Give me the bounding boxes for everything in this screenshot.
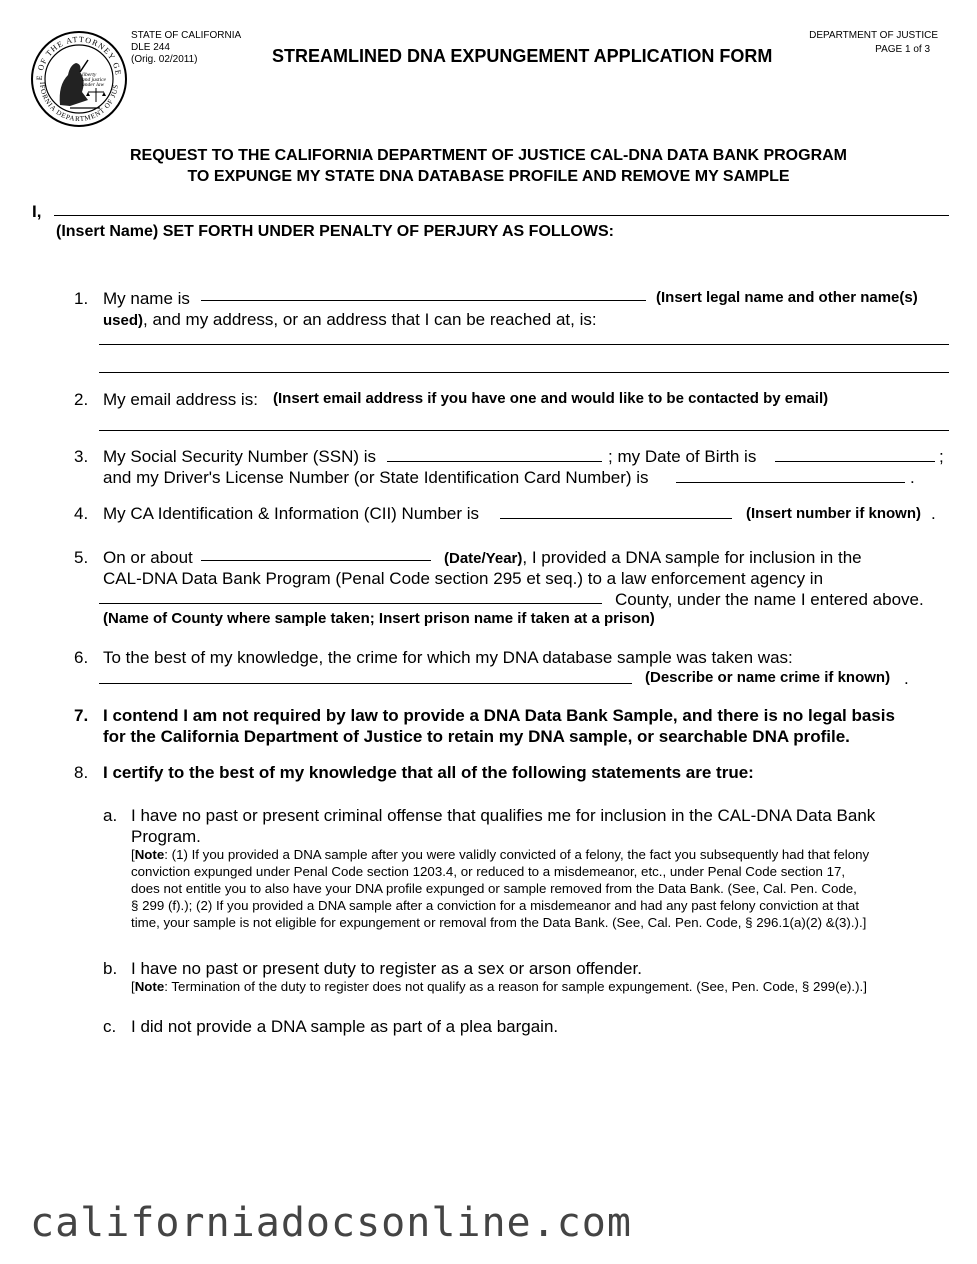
item-8a-note-line-4: § 299 (f).); (2) If you provided a DNA sample after a conviction for a misdemeanor and had any past felony conviction at that [131, 898, 860, 913]
legal-name-field[interactable] [201, 300, 646, 301]
request-heading-line-2: TO EXPUNGE MY STATE DNA DATABASE PROFILE AND REMOVE MY SAMPLE [187, 168, 790, 185]
item-3-dob-text: ; my Date of Birth is [608, 447, 757, 466]
item-3-license-text: and my Driver's License Number (or State Identification Card Number) is [103, 468, 649, 487]
item-2-text: My email address is: [103, 390, 258, 409]
item-7-text-line-1: I contend I am not required by law to provide a DNA Data Bank Sample, and there is no legal basis [103, 706, 895, 725]
item-6-number: 6. [74, 648, 89, 667]
seal-motto-1: liberty [82, 72, 97, 78]
dob-field[interactable] [775, 461, 935, 462]
header-state: STATE OF CALIFORNIA [131, 30, 242, 41]
intro-i: I, [32, 202, 42, 221]
perjury-statement: (Insert Name) SET FORTH UNDER PENALTY OF PERJURY AS FOLLOWS: [56, 223, 614, 240]
seal-ring-bottom-text: IFORNIA DEPARTMENT OF JUS [37, 81, 120, 124]
seal-motto-3: under law [82, 82, 105, 88]
county-field[interactable] [99, 603, 602, 604]
item-5-text-d: County, under the name I entered above. [615, 590, 924, 609]
address-field-line-1[interactable] [99, 344, 949, 345]
item-7-text-line-2: for the California Department of Justice to retain my DNA sample, or searchable DNA profile. [103, 727, 850, 746]
item-8b-note-text: : Termination of the duty to register does not qualify as a reason for sample expungement. (See, Pen. Code, § 299(e).).] [164, 979, 867, 994]
item-5-text-c: CAL-DNA Data Bank Program (Penal Code section 295 et seq.) to a law enforcement agency in [103, 569, 824, 588]
crime-description-field[interactable] [99, 683, 632, 684]
item-1-hint-cont: used) [103, 312, 144, 329]
item-5-number: 5. [74, 548, 89, 567]
item-4-hint: (Insert number if known) [746, 505, 922, 522]
email-field-line[interactable] [99, 430, 949, 431]
item-2-hint: (Insert email address if you have one and would like to be contacted by email) [273, 390, 829, 407]
item-8b-note-label: Note [134, 979, 165, 994]
address-field-line-2[interactable] [99, 372, 949, 373]
item-4-text: My CA Identification & Information (CII) Number is [103, 504, 480, 523]
seal-ring-top-text: E OF THE ATTORNEY GE [34, 34, 123, 81]
sample-date-field[interactable] [201, 560, 431, 561]
request-heading-line-1: REQUEST TO THE CALIFORNIA DEPARTMENT OF JUSTICE CAL-DNA DATA BANK PROGRAM [129, 147, 848, 164]
item-1-text: My name is [103, 289, 190, 308]
item-8a-letter: a. [103, 806, 118, 825]
item-5-date-hint: (Date/Year) [444, 550, 523, 567]
item-6-period: . [904, 669, 909, 688]
item-3-period: . [910, 468, 915, 487]
item-5-text-b: , I provided a DNA sample for inclusion in the [522, 548, 862, 567]
item-8a-note-line-2: conviction expunged under Penal Code section 1203.4, or reduced to a misdemeanor, etc., under Penal Code section 17, [131, 864, 846, 879]
item-3-number: 3. [74, 447, 89, 466]
item-6-text: To the best of my knowledge, the crime for which my DNA database sample was taken was: [103, 648, 793, 667]
header-department: DEPARTMENT OF JUSTICE [809, 30, 938, 41]
watermark-text: californiadocsonline.com [30, 1200, 632, 1246]
license-number-field[interactable] [676, 482, 905, 483]
item-8b-text: I have no past or present duty to register as a sex or arson offender. [131, 959, 642, 978]
item-8c-text: I did not provide a DNA sample as part of a plea bargain. [131, 1017, 559, 1036]
item-8a-note-line-1: : (1) If you provided a DNA sample after you were validly convicted of a felony, the fact you subsequently had that felony [164, 847, 870, 862]
item-6-hint: (Describe or name crime if known) [645, 669, 891, 686]
item-8c-letter: c. [103, 1017, 117, 1036]
item-5-text: On or about [103, 548, 193, 567]
item-8a-note-line-3: does not entitle you to also have your DNA profile expunged or sample removed from the Data Bank. (See, Cal. Pen. Code, [131, 881, 857, 896]
header-page-number: PAGE 1 of 3 [875, 44, 930, 55]
item-8-text: I certify to the best of my knowledge that all of the following statements are true: [103, 763, 754, 782]
cii-number-field[interactable] [500, 518, 732, 519]
california-doj-seal [30, 30, 128, 128]
ssn-field[interactable] [387, 461, 602, 462]
item-4-number: 4. [74, 504, 89, 523]
seal-motto-2: and justice [82, 77, 106, 83]
item-8a-note-label: Note [134, 847, 165, 862]
item-7-number: 7. [74, 706, 89, 725]
form-title: STREAMLINED DNA EXPUNGEMENT APPLICATION FORM [272, 46, 773, 66]
item-2-number: 2. [74, 390, 89, 409]
item-1-number: 1. [74, 289, 89, 308]
item-8b-letter: b. [103, 959, 118, 978]
header-form-number: DLE 244 [131, 42, 170, 53]
item-8a-text-line-2: Program. [131, 827, 201, 846]
item-8a-text-line-1: I have no past or present criminal offense that qualifies me for inclusion in the CAL-DNA Data Bank [131, 806, 876, 825]
item-3-semicolon: ; [939, 447, 944, 466]
name-field-line[interactable] [54, 215, 949, 216]
item-4-period: . [931, 504, 936, 523]
item-8a-note-line-5: time, your sample is not eligible for expungement or removal from the Data Bank. (See, Cal. Pen. Code, § 296.1(a)(2) &(3).).] [131, 915, 867, 930]
item-1-text-cont: , and my address, or an address that I can be reached at, is: [143, 310, 597, 329]
item-1-hint: (Insert legal name and other name(s) [656, 289, 918, 306]
item-8-number: 8. [74, 763, 89, 782]
item-3-text: My Social Security Number (SSN) is [103, 447, 377, 466]
header-orig-date: (Orig. 02/2011) [131, 54, 198, 65]
item-5-county-hint: (Name of County where sample taken; Insert prison name if taken at a prison) [103, 610, 655, 627]
